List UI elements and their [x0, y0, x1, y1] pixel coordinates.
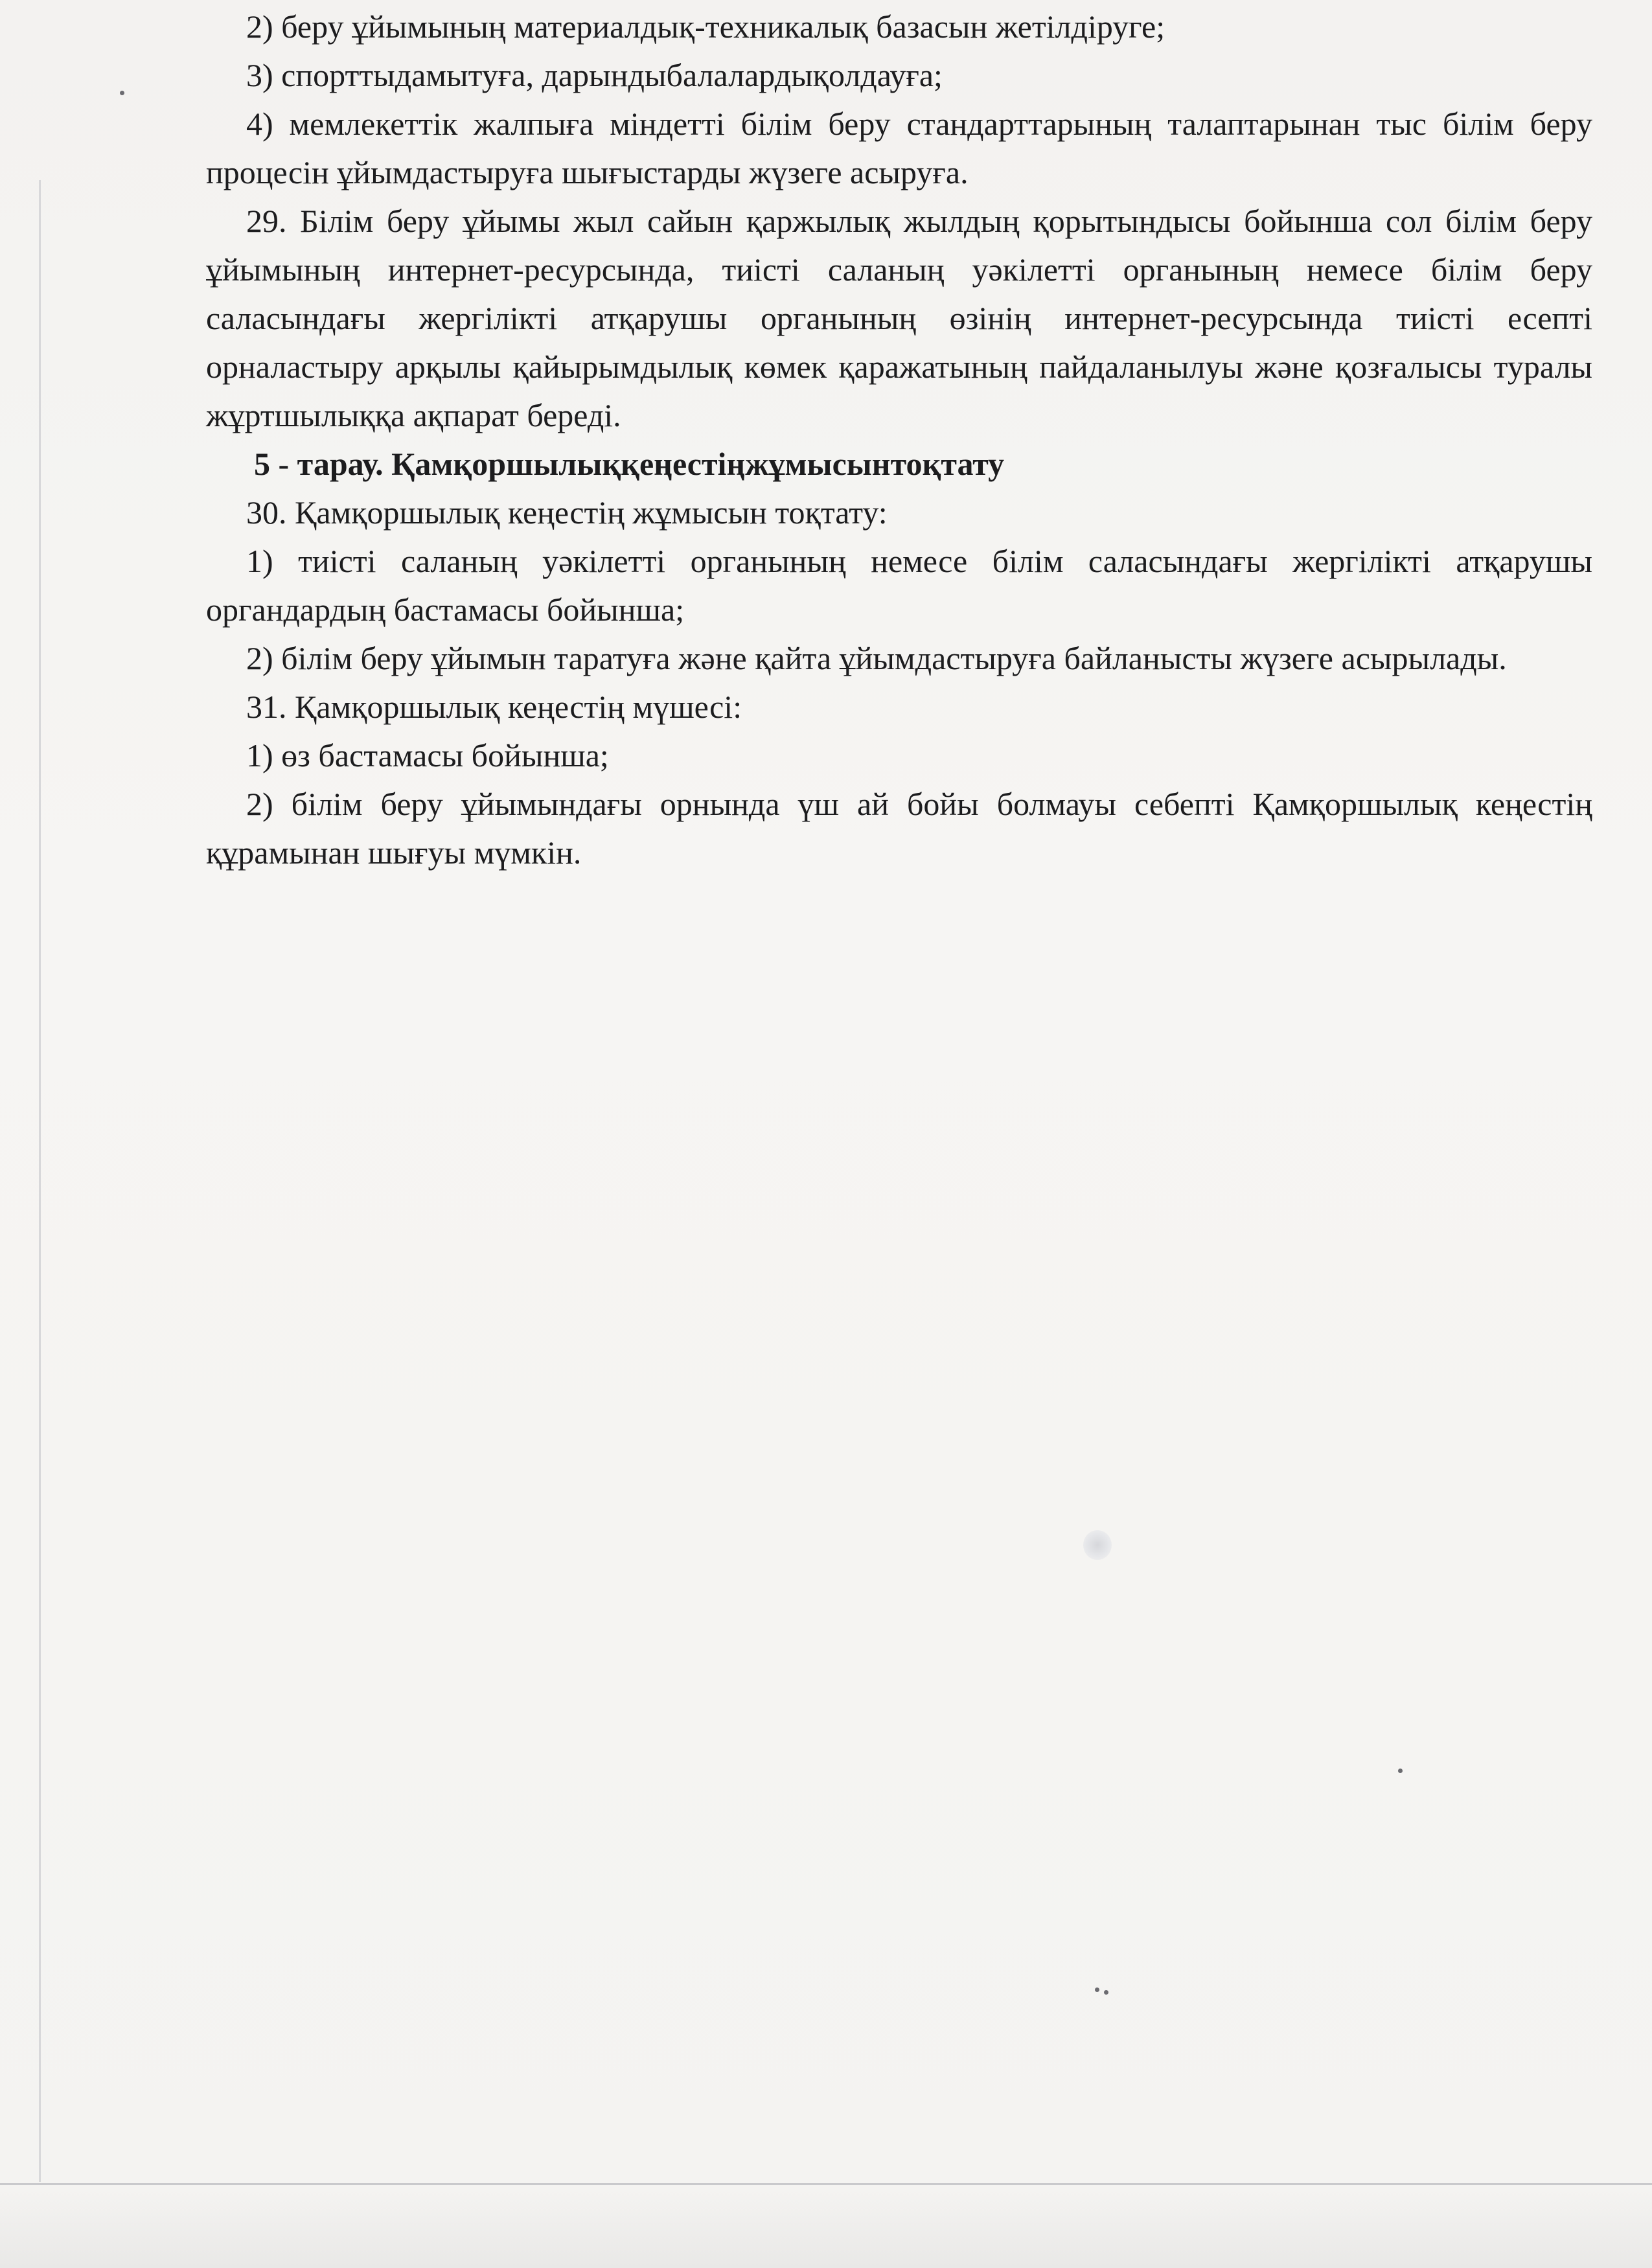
paragraph-31-item-1: 1) өз бастамасы бойынша; [246, 737, 609, 773]
scan-speck [120, 91, 124, 95]
page-bottom-edge [0, 2183, 1652, 2185]
list-item-3-sports: 3) спорттыдамытуға, дарындыбалалардықолдауға; [246, 57, 943, 93]
paragraph-31-item-2: 2) білім беру ұйымындағы орнында үш ай бойы болмауы себепті Қамқоршылық кеңестің құрамынан шығуы мүмкін. [206, 786, 1592, 871]
paragraph-30: 30. Қамқоршылық кеңестің жұмысын тоқтату: [246, 494, 888, 531]
paragraph-30-item-1: 1) тиісті саланың уәкілетті органының немесе білім саласындағы жергілікті атқарушы органдардың бастамасы бойынша; [206, 543, 1592, 628]
scan-speck [1398, 1769, 1403, 1773]
document-body [206, 3, 1592, 877]
paragraph-31: 31. Қамқоршылық кеңестің мүшесі: [246, 689, 742, 725]
paragraph-30-item-2: 2) білім беру ұйымын таратуға және қайта ұйымдастыруға байланысты жүзеге асырылады. [246, 640, 1507, 676]
list-item-4-expenses: 4) мемлекеттік жалпыға міндетті білім беру стандарттарының талаптарынан тыс білім беру процесін ұйымдастыруға шығыстарды жүзеге асыруға. [206, 106, 1592, 190]
page-bottom-shadow [0, 2190, 1652, 2268]
paragraph-29: 29. Білім беру ұйымы жыл сайын қаржылық жылдың қорытындысы бойынша сол білім беру ұйымының интернет-ресурсында, тиісті саланың уәкілетті органының немесе білім беру саласындағы жергілікті атқарушы органының өзінің интернет-ресурсында тиісті есепті орналастыру арқылы қайырымдылық көмек қаражатының пайдаланылуы және қозғалысы туралы жұртшылыққа ақпарат береді. [206, 203, 1592, 433]
chapter-5-heading: 5 - тарау. Қамқоршылыққеңестіңжұмысынтоқтату [254, 446, 1005, 482]
list-item-2-material-base: 2) беру ұйымының материалдық-техникалық базасын жетілдіруге; [246, 8, 1165, 45]
page-fold-shadow [39, 180, 41, 2182]
scan-speck [1104, 1990, 1108, 1995]
ink-smudge [1083, 1530, 1112, 1560]
scan-speck [1095, 1987, 1099, 1992]
